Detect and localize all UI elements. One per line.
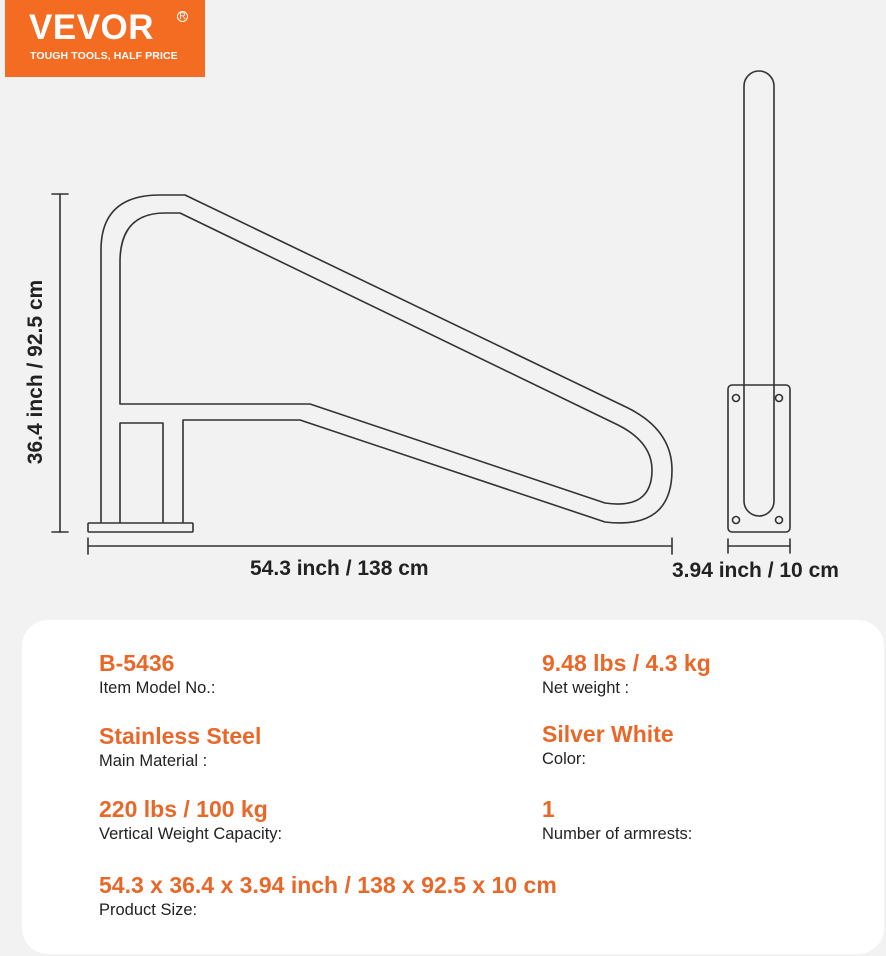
spec-material-value: Stainless Steel: [99, 723, 262, 749]
spec-capacity-value: 220 lbs / 100 kg: [99, 796, 268, 822]
front-view-post-outer: [744, 71, 774, 516]
handrail-outer-outline: [101, 195, 672, 523]
spec-capacity: [99, 795, 282, 844]
logo-brand: VEVOR: [29, 8, 155, 47]
height-dimension-line: [52, 194, 68, 532]
spec-color-label: Color:: [542, 750, 587, 768]
spec-size-label: Product Size:: [99, 901, 198, 919]
spec-weight-value: 9.48 lbs / 4.3 kg: [542, 650, 711, 676]
handrail-leg-inner: [120, 423, 163, 522]
spec-armrests: [542, 795, 692, 844]
length-dimension-line: [88, 538, 672, 554]
width-dimension-label: 3.94 inch / 10 cm: [672, 559, 839, 582]
spec-armrests-label: Number of armrests:: [542, 825, 693, 843]
spec-card: [22, 620, 884, 954]
spec-capacity-label: Vertical Weight Capacity:: [99, 825, 283, 843]
spec-model: [99, 649, 215, 698]
handrail-base-plate: [88, 523, 193, 532]
spec-material: [99, 722, 261, 771]
spec-model-label: Item Model No.:: [99, 679, 216, 697]
width-dimension-line: [728, 539, 790, 553]
length-dimension-label: 54.3 inch / 138 cm: [250, 557, 429, 580]
spec-color-value: Silver White: [542, 721, 674, 747]
mount-plate-screw-holes: [733, 395, 783, 524]
spec-weight-label: Net weight :: [542, 679, 630, 697]
height-dimension-label: 36.4 inch / 92.5 cm: [24, 279, 47, 465]
handrail-inner-outline: [120, 213, 652, 504]
spec-size-value: 54.3 x 36.4 x 3.94 inch / 138 x 92.5 x 10 cm: [99, 872, 557, 898]
logo-tagline: TOUGH TOOLS, HALF PRICE: [30, 50, 178, 62]
front-view-mount-plate: [728, 385, 790, 532]
registered-mark: R: [177, 11, 188, 22]
spec-armrests-value: 1: [542, 796, 555, 822]
spec-color: [542, 720, 674, 769]
spec-material-label: Main Material :: [99, 752, 208, 770]
spec-size: [99, 871, 557, 920]
spec-weight: [542, 649, 711, 698]
spec-model-value: B-5436: [99, 650, 175, 676]
